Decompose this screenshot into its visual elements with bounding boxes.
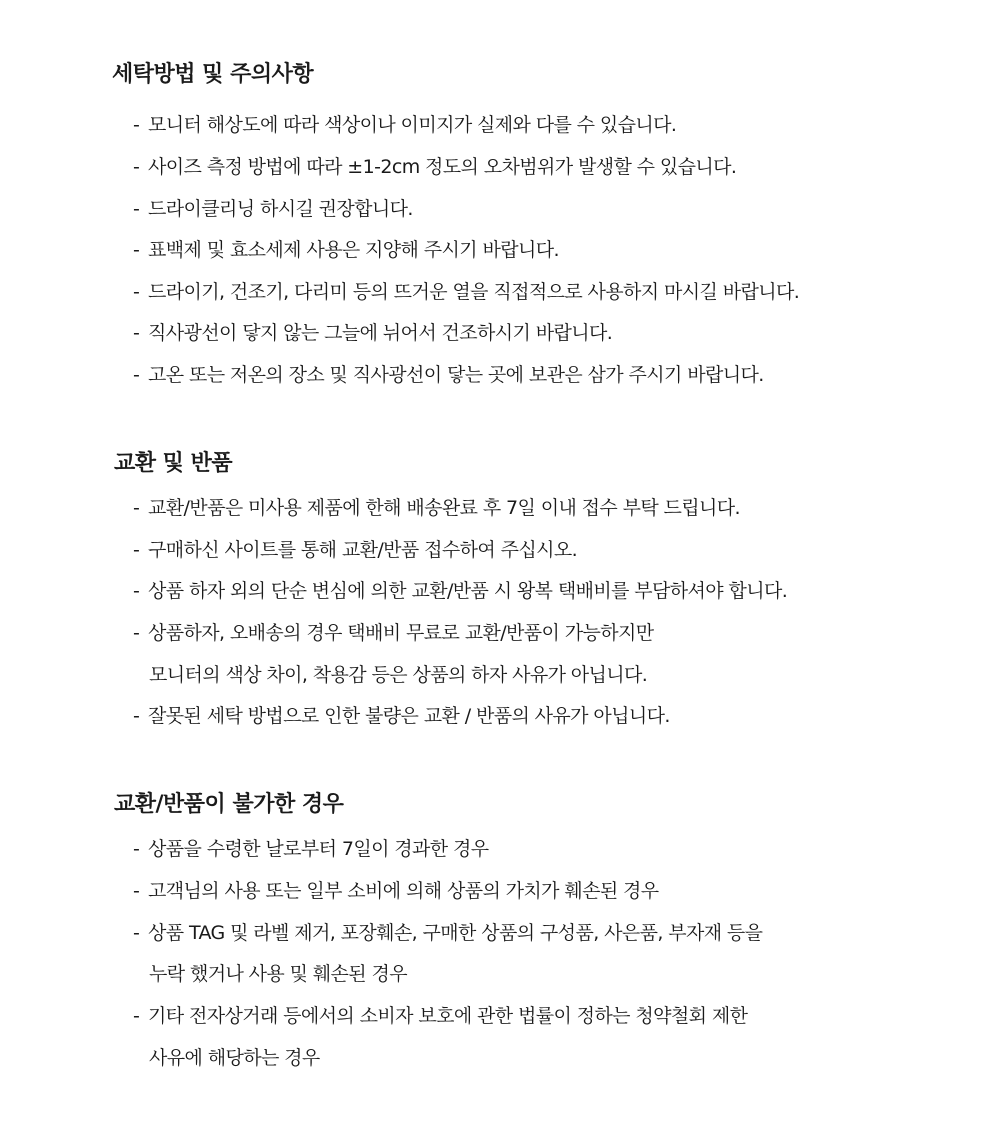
section-title: 세탁방법 및 주의사항 (112, 62, 314, 87)
list-item (133, 537, 577, 563)
bullet-dash: - (133, 580, 140, 602)
list-item (133, 112, 676, 138)
list-item (133, 320, 612, 346)
bullet-dash: - (133, 497, 140, 519)
bullet-dash: - (133, 114, 140, 136)
list-item-text: 상품 TAG 및 라벨 제거, 포장훼손, 구매한 상품의 구성품, 사은품, 부자재 등을 (148, 922, 763, 944)
bullet-dash: - (133, 198, 140, 220)
bullet-dash: - (133, 281, 140, 303)
list-item-continuation: 사유에 해당하는 경우 (149, 1047, 320, 1069)
bullet-dash: - (133, 239, 140, 261)
section-title: 교환/반품이 불가한 경우 (114, 792, 344, 817)
list-item (133, 495, 740, 521)
bullet-dash: - (133, 1005, 140, 1027)
list-item (133, 920, 762, 946)
list-item-text: 직사광선이 닿지 않는 그늘에 뉘어서 건조하시기 바랍니다. (148, 322, 613, 344)
list-item-text: 잘못된 세탁 방법으로 인한 불량은 교환 / 반품의 사유가 아닙니다. (148, 705, 670, 727)
list-item-continuation: 모니터의 색상 차이, 착용감 등은 상품의 하자 사유가 아닙니다. (149, 664, 648, 686)
list-item (133, 620, 653, 646)
list-item-text: 기타 전자상거래 등에서의 소비자 보호에 관한 법률이 정하는 청약철회 제한 (148, 1005, 748, 1027)
list-item (133, 237, 559, 263)
list-item (133, 362, 764, 388)
list-item-text: 드라이클리닝 하시길 권장합니다. (148, 198, 413, 220)
bullet-dash: - (133, 322, 140, 344)
list-item-text: 상품 하자 외의 단순 변심에 의한 교환/반품 시 왕복 택배비를 부담하셔야 합니다. (148, 580, 788, 602)
list-item (133, 703, 670, 729)
list-item (133, 154, 736, 180)
list-item (133, 1003, 747, 1029)
list-item (133, 878, 659, 904)
bullet-dash: - (133, 705, 140, 727)
bullet-dash: - (133, 364, 140, 386)
list-item-text: 교환/반품은 미사용 제품에 한해 배송완료 후 7일 이내 접수 부탁 드립니다. (148, 497, 740, 519)
list-item (133, 836, 489, 862)
bullet-dash: - (133, 880, 140, 902)
bullet-dash: - (133, 922, 140, 944)
list-item-continuation: 누락 했거나 사용 및 훼손된 경우 (149, 963, 408, 985)
bullet-dash: - (133, 539, 140, 561)
list-item-text: 표백제 및 효소세제 사용은 지양해 주시기 바랍니다. (148, 239, 559, 261)
bullet-dash: - (133, 156, 140, 178)
list-item-text: 구매하신 사이트를 통해 교환/반품 접수하여 주십시오. (148, 539, 578, 561)
bullet-dash: - (133, 838, 140, 860)
list-item-text: 고객님의 사용 또는 일부 소비에 의해 상품의 가치가 훼손된 경우 (148, 880, 659, 902)
list-item (133, 196, 413, 222)
list-item-text: 드라이기, 건조기, 다리미 등의 뜨거운 열을 직접적으로 사용하지 마시길 바랍니다. (148, 281, 800, 303)
list-item (133, 578, 787, 604)
list-item-text: 모니터 해상도에 따라 색상이나 이미지가 실제와 다를 수 있습니다. (148, 114, 677, 136)
list-item-text: 고온 또는 저온의 장소 및 직사광선이 닿는 곳에 보관은 삼가 주시기 바랍니다. (148, 364, 764, 386)
list-item (133, 279, 799, 305)
list-item-text: 상품을 수령한 날로부터 7일이 경과한 경우 (148, 838, 489, 860)
list-item-text: 상품하자, 오배송의 경우 택배비 무료로 교환/반품이 가능하지만 (148, 622, 654, 644)
section-title: 교환 및 반품 (114, 451, 233, 476)
list-item-text: 사이즈 측정 방법에 따라 ±1-2cm 정도의 오차범위가 발생할 수 있습니다. (148, 156, 737, 178)
bullet-dash: - (133, 622, 140, 644)
